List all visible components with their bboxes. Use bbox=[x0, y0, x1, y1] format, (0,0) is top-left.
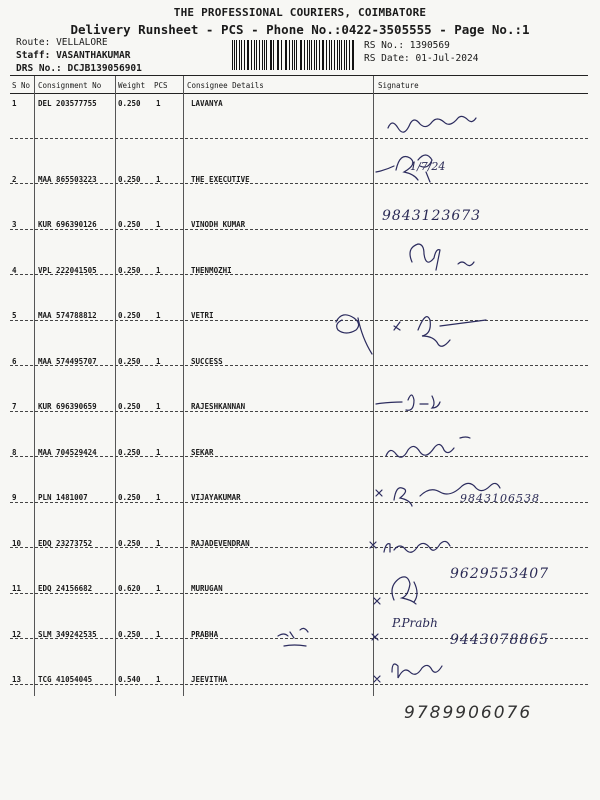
barcode-bar bbox=[232, 40, 233, 70]
cell-pcs: 1 bbox=[156, 538, 161, 548]
rs-date-value: 01-Jul-2024 bbox=[415, 53, 479, 64]
barcode-bar bbox=[314, 40, 315, 70]
table-top-rule bbox=[10, 75, 588, 76]
handwritten-phone-bottom: 9789906076 bbox=[404, 703, 533, 723]
cell-pcs: 1 bbox=[156, 356, 161, 366]
col-header-sno: S No bbox=[12, 81, 31, 90]
drs-value: DCJB139056901 bbox=[67, 63, 142, 74]
table-row bbox=[10, 187, 588, 233]
cell-consignee: PRABHA bbox=[191, 629, 219, 639]
cell-consignee: JEEVITHA bbox=[191, 675, 228, 684]
cell-sno: 2 bbox=[12, 174, 17, 184]
cell-consignee: LAVANYA bbox=[191, 99, 223, 108]
cell-weight: 0.250 bbox=[118, 265, 141, 275]
route-line bbox=[16, 36, 142, 49]
cell-sno: 3 bbox=[12, 220, 17, 229]
cell-consignment: DEL 203577755 bbox=[38, 99, 97, 108]
barcode-bar bbox=[300, 40, 301, 70]
staff-line bbox=[16, 49, 142, 62]
cell-sno: 11 bbox=[12, 584, 22, 593]
rs-date-line bbox=[364, 52, 478, 65]
cell-sno: 12 bbox=[12, 629, 22, 639]
cell-pcs: 1 bbox=[156, 174, 161, 184]
barcode-bar bbox=[278, 40, 279, 70]
col-header-pcs: PCS bbox=[154, 81, 168, 90]
staff-label: Staff: bbox=[16, 50, 51, 61]
cell-pcs: 1 bbox=[156, 447, 161, 457]
cell-consignment: MAA 865503223 bbox=[38, 174, 97, 184]
runsheet-title: Delivery Runsheet - PCS - Phone No.:0422-3505555 - Page No.:1 bbox=[70, 22, 530, 37]
cell-sno: 13 bbox=[12, 675, 22, 684]
barcode-bar bbox=[292, 40, 293, 70]
barcode-bar bbox=[244, 40, 245, 70]
cell-weight: 0.250 bbox=[118, 356, 141, 366]
cell-consignment: KUR 696390659 bbox=[38, 402, 97, 411]
cell-weight: 0.620 bbox=[118, 584, 141, 593]
row-divider bbox=[10, 456, 588, 457]
handwritten-name-row-12: P.Prabh bbox=[392, 616, 438, 630]
row-divider bbox=[10, 229, 588, 230]
cell-consignment: TCG 41054045 bbox=[38, 675, 93, 684]
staff-value: VASANTHAKUMAR bbox=[56, 50, 131, 61]
cell-pcs: 1 bbox=[156, 402, 161, 411]
cell-consignee: THE EXECUTIVE bbox=[191, 174, 250, 184]
barcode-bar bbox=[281, 40, 282, 70]
cell-consignment: EDQ 24156682 bbox=[38, 584, 93, 593]
barcode-bar bbox=[346, 40, 347, 70]
cell-sno: 4 bbox=[12, 265, 17, 275]
cell-pcs: 1 bbox=[156, 99, 161, 108]
cell-weight: 0.250 bbox=[118, 493, 141, 502]
rs-date-label: RS Date: bbox=[364, 53, 410, 64]
barcode-bar bbox=[344, 40, 345, 70]
drs-line bbox=[16, 62, 142, 75]
row-divider bbox=[10, 138, 588, 139]
row-divider bbox=[10, 684, 588, 685]
barcode-bar bbox=[331, 40, 332, 70]
cell-consignment: PLN 1481007 bbox=[38, 493, 88, 502]
table-row bbox=[10, 642, 588, 688]
col-header-signature: Signature bbox=[378, 81, 419, 90]
cell-consignment: VPL 222041505 bbox=[38, 265, 97, 275]
cell-consignment: KUR 696390126 bbox=[38, 220, 97, 229]
barcode-bar bbox=[254, 40, 255, 70]
cell-weight: 0.540 bbox=[118, 675, 141, 684]
barcode-bar bbox=[307, 40, 308, 70]
cell-consignee: RAJADEVENDRAN bbox=[191, 538, 250, 548]
cell-weight: 0.250 bbox=[118, 174, 141, 184]
row-divider bbox=[10, 365, 588, 366]
cell-pcs: 1 bbox=[156, 493, 161, 502]
table-row bbox=[10, 96, 588, 142]
header-bottom-rule bbox=[10, 93, 588, 94]
cell-sno: 6 bbox=[12, 356, 17, 366]
row-divider bbox=[10, 274, 588, 275]
barcode-bar bbox=[353, 40, 354, 70]
col-header-consignment: Consignment No bbox=[38, 81, 102, 90]
table-row bbox=[10, 278, 588, 324]
cell-pcs: 1 bbox=[156, 311, 161, 320]
cell-weight: 0.250 bbox=[118, 447, 141, 457]
cell-consignee: MURUGAN bbox=[191, 584, 223, 593]
barcode-bar bbox=[239, 40, 240, 70]
table-row bbox=[10, 233, 588, 279]
barcode-bar bbox=[319, 40, 320, 70]
cell-consignment: MAA 574788812 bbox=[38, 311, 97, 320]
cell-sno: 1 bbox=[12, 99, 17, 108]
barcode-bar bbox=[337, 40, 338, 70]
rs-no-line bbox=[364, 39, 478, 52]
table-row bbox=[10, 506, 588, 552]
row-divider bbox=[10, 411, 588, 412]
handwritten-phone-row-12: 9443078865 bbox=[450, 632, 550, 648]
cell-consignee: RAJESHKANNAN bbox=[191, 402, 246, 411]
company-title: THE PROFESSIONAL COURIERS, COIMBATORE bbox=[173, 6, 427, 19]
handwritten-date-row-2: 1/7/24 bbox=[410, 160, 446, 173]
row-divider bbox=[10, 547, 588, 548]
handwritten-phone-row-11: 9629553407 bbox=[450, 566, 550, 582]
rs-no-label: RS No.: bbox=[364, 40, 405, 51]
cell-weight: 0.250 bbox=[118, 220, 141, 229]
rs-no-value: 1390569 bbox=[409, 40, 450, 51]
cell-pcs: 1 bbox=[156, 584, 161, 593]
cell-weight: 0.250 bbox=[118, 402, 141, 411]
col-header-consignee: Consignee Details bbox=[187, 81, 264, 90]
cell-consignee: SUCCESS bbox=[191, 356, 223, 366]
cell-pcs: 1 bbox=[156, 265, 161, 275]
row-divider bbox=[10, 320, 588, 321]
barcode-bar bbox=[262, 40, 263, 70]
col-header-weight: Weight bbox=[118, 81, 146, 90]
cell-pcs: 1 bbox=[156, 675, 161, 684]
header-right-block bbox=[364, 39, 478, 65]
cell-sno: 8 bbox=[12, 447, 17, 457]
row-divider bbox=[10, 593, 588, 594]
cell-weight: 0.250 bbox=[118, 311, 141, 320]
cell-consignment: MAA 704529424 bbox=[38, 447, 97, 457]
barcode-bar bbox=[296, 40, 297, 70]
barcode-bar bbox=[251, 40, 252, 70]
drs-label: DRS No.: bbox=[16, 63, 62, 74]
cell-consignment: MAA 574495707 bbox=[38, 356, 97, 366]
cell-pcs: 1 bbox=[156, 629, 161, 639]
cell-consignee: THENMOZHI bbox=[191, 265, 232, 275]
barcode-bar bbox=[326, 40, 327, 70]
cell-consignee: VIJAYAKUMAR bbox=[191, 493, 241, 502]
cell-sno: 5 bbox=[12, 311, 17, 320]
header-left-block bbox=[16, 36, 142, 75]
cell-weight: 0.250 bbox=[118, 538, 141, 548]
cell-sno: 10 bbox=[12, 538, 22, 548]
handwritten-phone-row-3: 9843123673 bbox=[382, 208, 482, 224]
table-row bbox=[10, 324, 588, 370]
barcode-bar bbox=[266, 40, 267, 70]
handwritten-phone-row-9: 9843106538 bbox=[460, 492, 540, 505]
table-row bbox=[10, 142, 588, 188]
cell-consignment: SLM 349242535 bbox=[38, 629, 97, 639]
barcode bbox=[232, 40, 356, 70]
cell-consignee: VINODH KUMAR bbox=[191, 220, 246, 229]
table-row bbox=[10, 369, 588, 415]
table-row bbox=[10, 415, 588, 461]
cell-sno: 7 bbox=[12, 402, 17, 411]
cell-sno: 9 bbox=[12, 493, 17, 502]
cell-consignee: VETRI bbox=[191, 311, 214, 320]
route-value: VELLALORE bbox=[56, 37, 108, 48]
cell-pcs: 1 bbox=[156, 220, 161, 229]
cell-consignee: SEKAR bbox=[191, 447, 214, 457]
row-divider bbox=[10, 183, 588, 184]
cell-weight: 0.250 bbox=[118, 99, 141, 108]
route-label: Route: bbox=[16, 37, 51, 48]
barcode-bar bbox=[273, 40, 274, 70]
cell-weight: 0.250 bbox=[118, 629, 141, 639]
cell-consignment: EDQ 23273752 bbox=[38, 538, 93, 548]
